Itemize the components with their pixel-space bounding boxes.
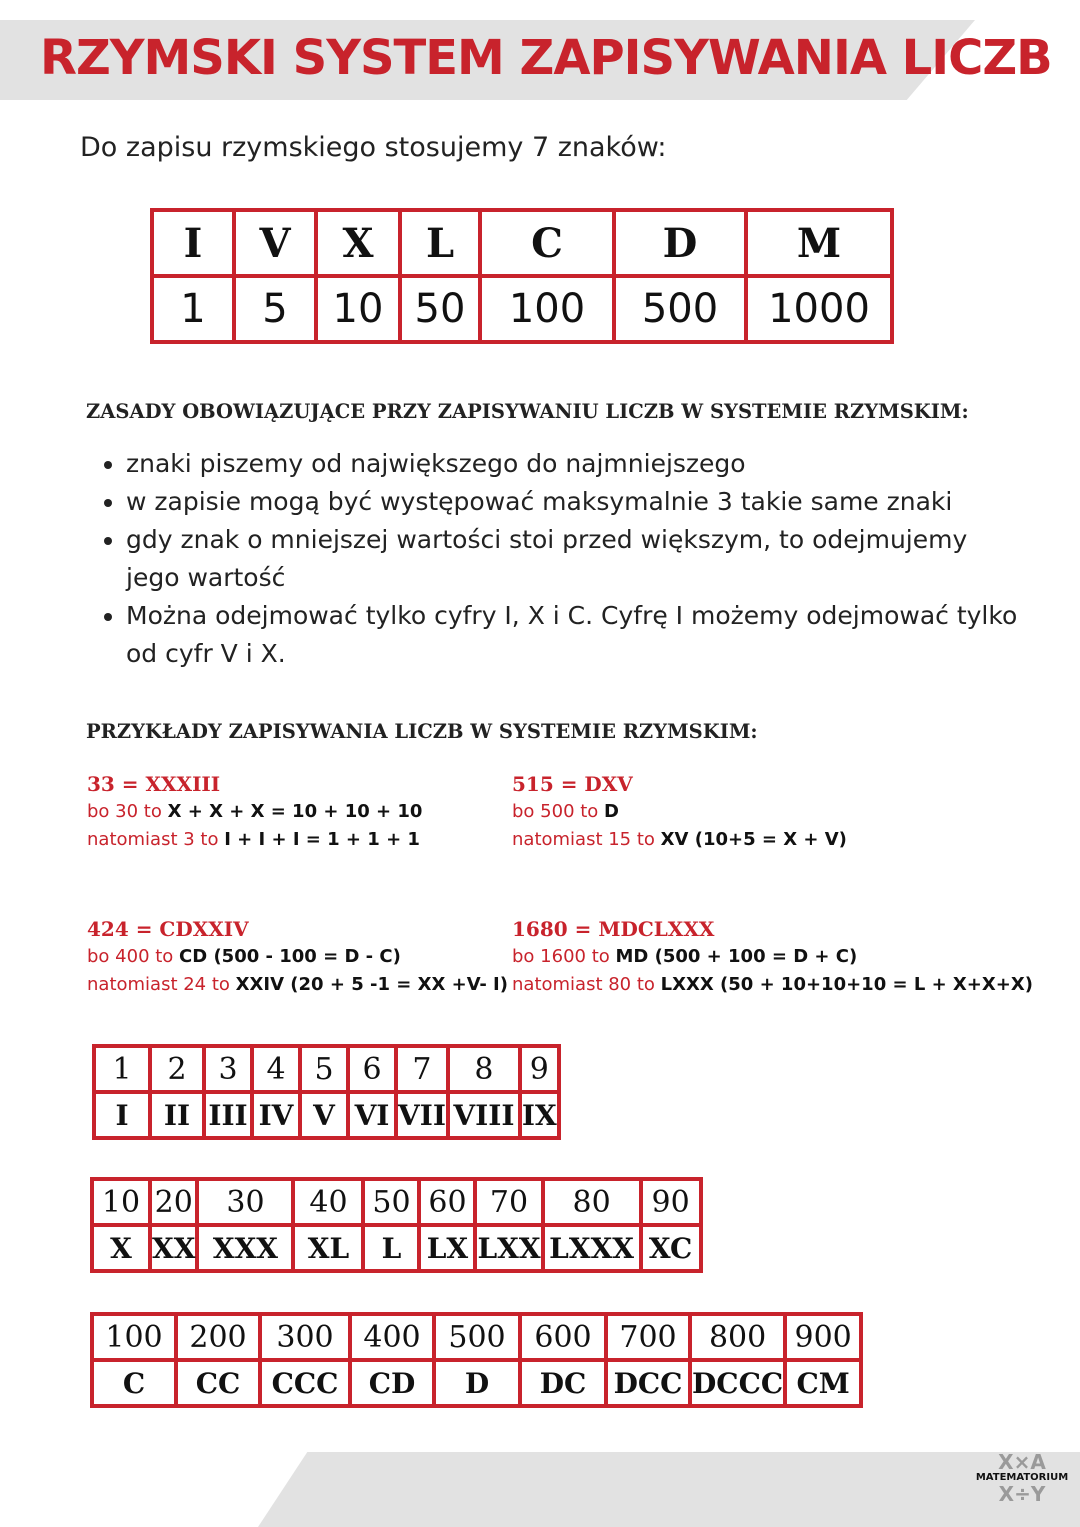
example-line xyxy=(87,971,508,999)
value-cell: 50 xyxy=(400,276,480,342)
value-cell: 1000 xyxy=(746,276,892,342)
roman-cell: DCC xyxy=(606,1360,690,1406)
examples-heading: PRZYKŁADY ZAPISYWANIA LICZB W SYSTEMIE RZYMSKIM: xyxy=(86,720,758,743)
number-cell: 40 xyxy=(293,1179,363,1225)
roman-cell: CCC xyxy=(260,1360,350,1406)
roman-cell: X xyxy=(92,1225,150,1271)
rules-heading: ZASADY OBOWIĄZUJĄCE PRZY ZAPISYWANIU LICZB W SYSTEMIE RZYMSKIM: xyxy=(86,400,969,423)
number-cell: 200 xyxy=(176,1314,260,1360)
roman-cell: CC xyxy=(176,1360,260,1406)
roman-cell: XC xyxy=(641,1225,701,1271)
number-cell: 2 xyxy=(150,1046,204,1092)
example-head: 424 = CDXXIV xyxy=(87,917,249,941)
roman-cell: L xyxy=(363,1225,419,1271)
number-cell: 7 xyxy=(396,1046,448,1092)
number-cell: 90 xyxy=(641,1179,701,1225)
example-text: natomiast 3 to xyxy=(87,829,225,850)
example-formula: D xyxy=(604,801,619,822)
example-line xyxy=(87,826,422,854)
roman-cell: DC xyxy=(520,1360,606,1406)
roman-cell: XX xyxy=(150,1225,197,1271)
example-formula: XV (10+5 = X + V) xyxy=(660,829,847,850)
roman-cell: C xyxy=(92,1360,176,1406)
example-line xyxy=(512,798,847,826)
roman-cell: V xyxy=(300,1092,348,1138)
roman-cell: IV xyxy=(252,1092,300,1138)
example-text: bo 1600 to xyxy=(512,946,616,967)
number-cell: 3 xyxy=(204,1046,252,1092)
symbol-cell: X xyxy=(316,210,400,276)
number-cell: 9 xyxy=(520,1046,559,1092)
number-cell: 50 xyxy=(363,1179,419,1225)
example-line xyxy=(512,943,1033,971)
value-cell: 10 xyxy=(316,276,400,342)
roman-cell: XXX xyxy=(197,1225,293,1271)
symbol-cell: I xyxy=(152,210,234,276)
page-title: RZYMSKI SYSTEM ZAPISYWANIA LICZB xyxy=(40,30,1052,86)
symbol-cell: V xyxy=(234,210,316,276)
example-head: 515 = DXV xyxy=(512,772,633,796)
number-cell: 800 xyxy=(690,1314,785,1360)
symbol-cell: M xyxy=(746,210,892,276)
number-cell: 80 xyxy=(543,1179,641,1225)
rule-item: • gdy znak o mniejszej wartości stoi przed większym, to odejmujemy jego wartość xyxy=(126,521,1026,597)
roman-cell: VI xyxy=(348,1092,396,1138)
number-cell: 600 xyxy=(520,1314,606,1360)
rule-item: • znaki piszemy od największego do najmniejszego xyxy=(126,445,1026,483)
main-symbols-table xyxy=(150,208,894,344)
example-formula: MD (500 + 100 = D + C) xyxy=(615,946,858,967)
example-formula: CD (500 - 100 = D - C) xyxy=(179,946,401,967)
intro-text: Do zapisu rzymskiego stosujemy 7 znaków: xyxy=(80,132,667,163)
roman-cell: DCCC xyxy=(690,1360,785,1406)
rule-item: • w zapisie mogą być występować maksymalnie 3 takie same znaki xyxy=(126,483,1026,521)
units-table xyxy=(92,1044,561,1140)
example-text: bo 500 to xyxy=(512,801,605,822)
number-cell: 500 xyxy=(434,1314,520,1360)
example-line xyxy=(512,826,847,854)
number-cell: 400 xyxy=(350,1314,434,1360)
logo-bottom-mark: X÷Y xyxy=(998,1482,1046,1506)
roman-cell: CM xyxy=(785,1360,861,1406)
example-formula: I + I + I = 1 + 1 + 1 xyxy=(224,829,420,850)
example-515 xyxy=(512,770,847,854)
number-cell: 900 xyxy=(785,1314,861,1360)
example-text: bo 30 to xyxy=(87,801,168,822)
number-cell: 300 xyxy=(260,1314,350,1360)
example-head: 33 = XXXIII xyxy=(87,772,221,796)
number-cell: 30 xyxy=(197,1179,293,1225)
symbol-cell: L xyxy=(400,210,480,276)
number-cell: 20 xyxy=(150,1179,197,1225)
example-line xyxy=(512,971,1033,999)
example-text: bo 400 to xyxy=(87,946,180,967)
roman-cell: VII xyxy=(396,1092,448,1138)
roman-cell: CD xyxy=(350,1360,434,1406)
example-head: 1680 = MDCLXXX xyxy=(512,917,715,941)
number-cell: 10 xyxy=(92,1179,150,1225)
example-formula: X + X + X = 10 + 10 + 10 xyxy=(167,801,423,822)
roman-cell: VIII xyxy=(448,1092,520,1138)
example-line xyxy=(87,943,508,971)
rules-list xyxy=(88,445,1026,673)
roman-cell: IX xyxy=(520,1092,559,1138)
number-cell: 60 xyxy=(419,1179,475,1225)
symbol-cell: C xyxy=(480,210,614,276)
logo-wordmark: MATEMATORIUM xyxy=(975,1472,1069,1483)
example-424 xyxy=(87,915,508,999)
example-text: natomiast 15 to xyxy=(512,829,661,850)
example-33 xyxy=(87,770,422,854)
logo-top-mark: X×A xyxy=(998,1450,1046,1474)
example-formula: LXXX (50 + 10+10+10 = L + X+X+X) xyxy=(660,974,1033,995)
number-cell: 8 xyxy=(448,1046,520,1092)
tens-table xyxy=(90,1177,703,1273)
example-1680 xyxy=(512,915,1033,999)
number-cell: 4 xyxy=(252,1046,300,1092)
number-cell: 70 xyxy=(475,1179,542,1225)
number-cell: 5 xyxy=(300,1046,348,1092)
value-cell: 500 xyxy=(614,276,746,342)
roman-cell: LXX xyxy=(475,1225,542,1271)
value-cell: 5 xyxy=(234,276,316,342)
number-cell: 1 xyxy=(94,1046,150,1092)
matematorium-logo xyxy=(972,1452,1072,1504)
example-text: natomiast 80 to xyxy=(512,974,661,995)
example-line xyxy=(87,798,422,826)
example-formula: XXIV (20 + 5 -1 = XX +V- I) xyxy=(235,974,508,995)
example-text: natomiast 24 to xyxy=(87,974,236,995)
rule-item: • Można odejmować tylko cyfry I, X i C. Cyfrę I możemy odejmować tylko od cyfr V i X. xyxy=(126,597,1026,673)
roman-cell: LXXX xyxy=(543,1225,641,1271)
roman-cell: LX xyxy=(419,1225,475,1271)
value-cell: 1 xyxy=(152,276,234,342)
footer-band xyxy=(258,1452,1080,1527)
roman-cell: II xyxy=(150,1092,204,1138)
number-cell: 700 xyxy=(606,1314,690,1360)
roman-cell: III xyxy=(204,1092,252,1138)
roman-cell: XL xyxy=(293,1225,363,1271)
symbol-cell: D xyxy=(614,210,746,276)
hundreds-table xyxy=(90,1312,863,1408)
roman-cell: I xyxy=(94,1092,150,1138)
roman-cell: D xyxy=(434,1360,520,1406)
number-cell: 6 xyxy=(348,1046,396,1092)
value-cell: 100 xyxy=(480,276,614,342)
number-cell: 100 xyxy=(92,1314,176,1360)
